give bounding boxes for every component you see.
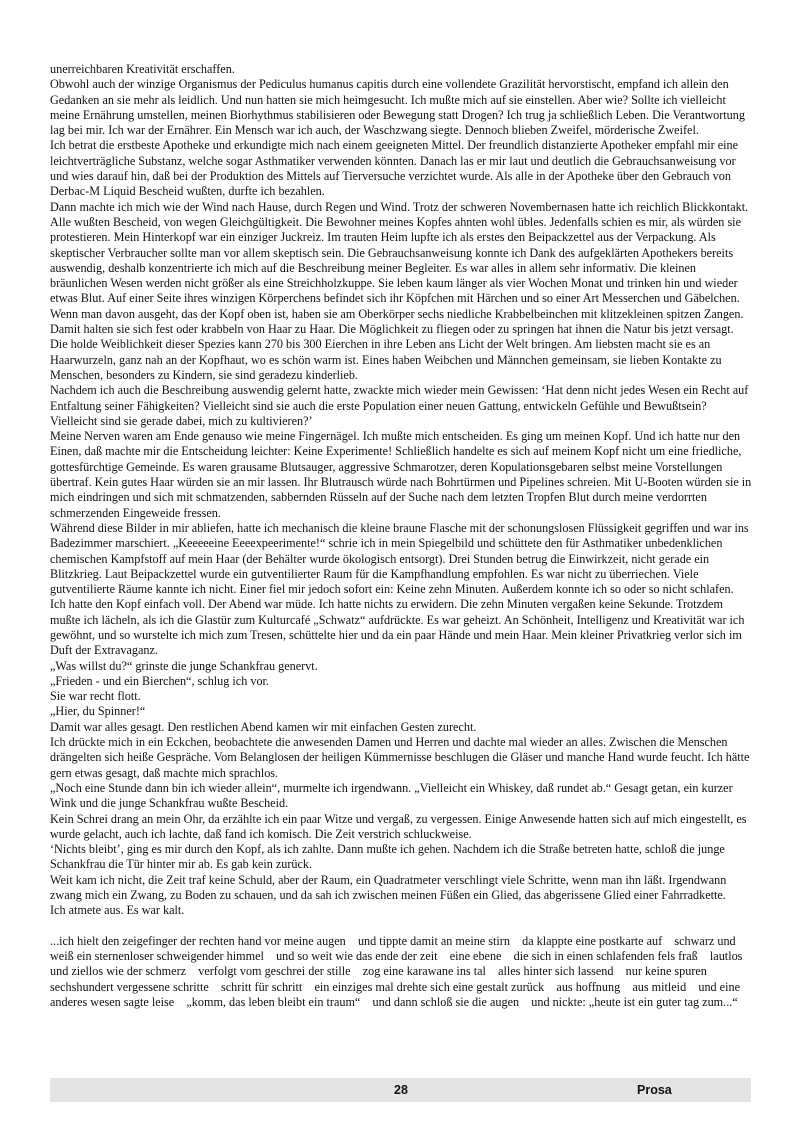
body-text xyxy=(50,62,752,1010)
paragraph: ‘Nichts bleibt’, ging es mir durch den Kopf, als ich zahlte. Dann mußte ich gehen. Nachdem ich die Straße betreten hatte, schloß die junge Schankfrau die Tür hinter mir ab. Es gab kein zurück. xyxy=(50,842,725,872)
paragraph: unerreichbaren Kreativität erschaffen. xyxy=(50,62,235,76)
section-label: Prosa xyxy=(637,1083,672,1097)
paragraph: Obwohl auch der winzige Organismus der Pediculus humanus capitis durch eine vollendete Grazilität hervorstischt, empfand ich allein den Gedanken an sie mehr als leidlich. Und nun hatten sie mich heimgesucht. Ich mußte mich auf sie einstellen. Aber wie? Sollte ich vielleicht meine Ernährung umstellen, meinen Biorhythmus stabilisieren oder Bewegung statt Drogen? Ich trug ja schließlich Leben. Die Verantwortung lag bei mir. Ich war der Ernährer. Ein Mensch war ich auch, der Waschzwang siegte. Dennoch blieben Zweifel, mörderische Zweifel. xyxy=(50,77,745,138)
page-footer xyxy=(50,1078,751,1102)
paragraph: Ich betrat die erstbeste Apotheke und erkundigte mich nach einem geeigneten Mittel. Der freundlich distanzierte Apotheker empfahl mir eine leichtverträgliche Substanz, welche sogar Asthmatiker verwenden könnten. Danach las er mir laut und deutlich die Gebrauchsanweisung vor und wies darauf hin, daß bei der Produktion des Mittels auf Tierversuche verzichtet wurde. Als alle in der Apotheke über den Gebrauch von Derbac-M Liquid Bescheid wußten, durfte ich bezahlen. xyxy=(50,138,739,199)
paragraph: Weit kam ich nicht, die Zeit traf keine Schuld, aber der Raum, ein Quadratmeter verschlingt viele Schritte, wenn man ihn läßt. Irgendwann zwang mich ein Zwang, zu Boden zu schauen, und da sah ich zwischen meinen Füßen ein Glied, das abgerissene Glied einer Fahrradkette. xyxy=(50,872,727,903)
dialogue-line: „Was willst du?“ grinste die junge Schankfrau genervt. xyxy=(50,658,318,673)
paragraph: Nachdem ich auch die Beschreibung auswendig gelernt hatte, zwackte mich wieder mein Gewissen: ‘Hat denn nicht jedes Wesen ein Recht auf Entfaltung seiner Fähigkeiten? Vielleicht sind sie auch die erste Population einer neuen Gattung, entwickeln Gefühle und Bewußtsein? Vielleicht sind sie gerade dabei, mich zu kultivieren?’ xyxy=(50,383,749,428)
paragraph: Damit war alles gesagt. Den restlichen Abend kamen wir mit einfachen Gesten zurecht. xyxy=(50,719,477,734)
paragraph: Ich drückte mich in ein Eckchen, beobachtete die anwesenden Damen und Herren und dachte mal wieder an alles. Zwischen die Menschen drängelten sich heiße Gespräche. Vom Belanglosen der heiligen Kümmernisse beschlugen die Gläser und manche Hand wurde feucht. Ich hätte gern etwas gesagt, daß machte mich sprachlos. xyxy=(50,735,750,780)
page-number: 28 xyxy=(394,1083,408,1097)
paragraph: Während diese Bilder in mir abliefen, hatte ich mechanisch die kleine braune Flasche mit der schonungslosen Flüssigkeit gegriffen und war ins Badezimmer marschiert. „Keeeeeine Eeeexpeerimente!“ schrie ich in mein Spiegelbild und schüttete den für Asthmatiker unbedenklichen chemischen Kampfstoff auf mein Haar (der Behälter wurde ökologisch entsorgt). Drei Stunden betrug die Einwirkzeit, nicht gerade ein Blitzkrieg. Laut Beipackzettel wurde ein gutventilierter Raum für die Kampfhandlung empfohlen. Es war nicht zu überriechen. Viele gutventilierte Räume kannte ich nicht. Einer fiel mir jedoch sofort ein: Keine zehn Minuten. Außerdem konnte ich so oder so nicht schlafen. Ich hatte den Kopf einfach voll. Der Abend war müde. Ich hatte nichts zu erwidern. Die zehn Minuten vergaßen keine Sekunde. Trotzdem mußte ich lächeln, als ich die Glastür zum Kulturcafé „Schwatz“ aufdrückte. Es war geheizt. An Schönheit, Intelligenz und Kreativität war ich gewöhnt, und so wurstelte ich mich zum Tresen, schüttelte hier und da ein paar Hände und mein Haar. Mein kleiner Privatkrieg verlor sich im Duft der Extravaganz. xyxy=(50,520,749,658)
epilogue-text: ...ich hielt den zeigefinger der rechten hand vor meine augen und tippte damit an meine stirn da klappte eine postkarte auf schwarz und weiß ein sternenloser schweigender himmel und so weit wie das ende der zeit eine ebene die sich in einen schlafenden fels fraß lautlos und ziellos wie der schmerz verfolgt vom geschrei der stille zog eine karawane ins tal alles hinter sich lassend nur keine spuren sechshundert vergessene schritte schritt für schritt ein einziges mal drehte sich eine gestalt zurück aus hoffnung aus mitleid und eine anderes wesen sagte leise „komm, das leben bleibt ein traum“ und dann schloß sie die augen und nickte: „heute ist ein guter tag zum...“ xyxy=(50,933,746,1009)
epilogue xyxy=(50,934,752,1010)
paragraph-spacer xyxy=(50,919,752,934)
paragraph: „Noch eine Stunde dann bin ich wieder allein“, murmelte ich irgendwann. „Vielleicht ein Whiskey, daß rundet ab.“ Gesagt getan, ein kurzer Wink und die junge Schankfrau wußte Bescheid. xyxy=(50,780,733,811)
paragraph: Dann machte ich mich wie der Wind nach Hause, durch Regen und Wind. Trotz der schweren Novembernasen hatte ich reichlich Blickkontakt. Alle wußten Bescheid, von wegen Gleichgültigkeit. Die Bewohner meines Kopfes ahnten wohl übles. Jedenfalls schien es mir, als würden sie protestieren. Mein Hinterkopf war ein einziger Juckreiz. Im trauten Heim lupfte ich als erstes den Beipackzettel aus der Verpackung. Als skeptischer Verbraucher sollte man vor allem skeptisch sein. Die Gebrauchsanweisung konnte ich Dank des aufgeklärten Apothekers bereits auswendig, deshalb konzentrierte ich mich auf die Beschreibung meiner Begleiter. Es war alles in allem sehr informativ. Die kleinen bräunlichen Wesen werden nicht größer als eine Streichholzkuppe. Sie leben kaum länger als vier Wochen Monat und trinken hin und wieder etwas Blut. Auf einer Seite ihres winzigen Körperchens befindet sich ihr Köpfchen mit Härchen und so einer Art Messerchen und Gäbelchen. Wenn man davon ausgeht, das der Kopf oben ist, haben sie am Oberkörper sechs niedliche Krabbelbeinchen mit klitzekleinen spitzen Zangen. Damit halten sie sich fest oder krabbeln von Haar zu Haar. Die Möglichkeit zu fliegen oder zu springen hat ihnen die Natur bis jetzt versagt. Die holde Weiblichkeit dieser Spezies kann 270 bis 300 Eierchen in ihre Leben ans Licht der Welt bringen. Am liebsten macht sie es an Haarwurzeln, ganz nah an der Kopfhaut, wo es schön warm ist. Eines haben Weibchen und Männchen gemeinsam, sie lieben Kontakte zu Menschen, besonders zu Kindern, sie sind geradezu kinderlieb. xyxy=(50,199,749,382)
paragraph: Kein Schrei drang an mein Ohr, da erzählte ich ein paar Witze und vergaß, zu vergessen. Einige Anwesende hatten sich auf mich eingestellt, es wurde gelacht, auch ich lachte, daß fand ich komisch. Die Zeit verstrich schluckweise. xyxy=(50,811,747,841)
paragraph: Sie war recht flott. xyxy=(50,689,141,704)
paragraph: Meine Nerven waren am Ende genauso wie meine Fingernägel. Ich mußte mich entscheiden. Es ging um meinen Kopf. Und ich hatte nur den Einen, daß machte mir die Entscheidung leichter: Keine Experimente! Schließlich handelte es sich auf meinem Kopf nicht um eine friedliche, gottesfürchtige Gemeinde. Es waren grausame Blutsauger, aggressive Schmarotzer, deren Kopulationsgebaren selbst meine Vorstellungen übertraf. Kein gutes Haar würden sie an mir lassen. Ihr Blutrausch würde nach Bohrtürmen und Pipelines schreien. Mit U-Booten würden sie in mich eindringen und sich mit schmatzenden, sabbernden Rüsseln auf der Suche nach dem letzten Tropfen Blut durch meine verdorrten schmerzenden Eingeweide fressen. xyxy=(50,429,752,520)
paragraph: Ich atmete aus. Es war kalt. xyxy=(50,903,185,918)
page-content xyxy=(50,62,752,1010)
dialogue-line: „Hier, du Spinner!“ xyxy=(50,704,146,719)
dialogue-line: „Frieden - und ein Bierchen“, schlug ich vor. xyxy=(50,673,269,688)
